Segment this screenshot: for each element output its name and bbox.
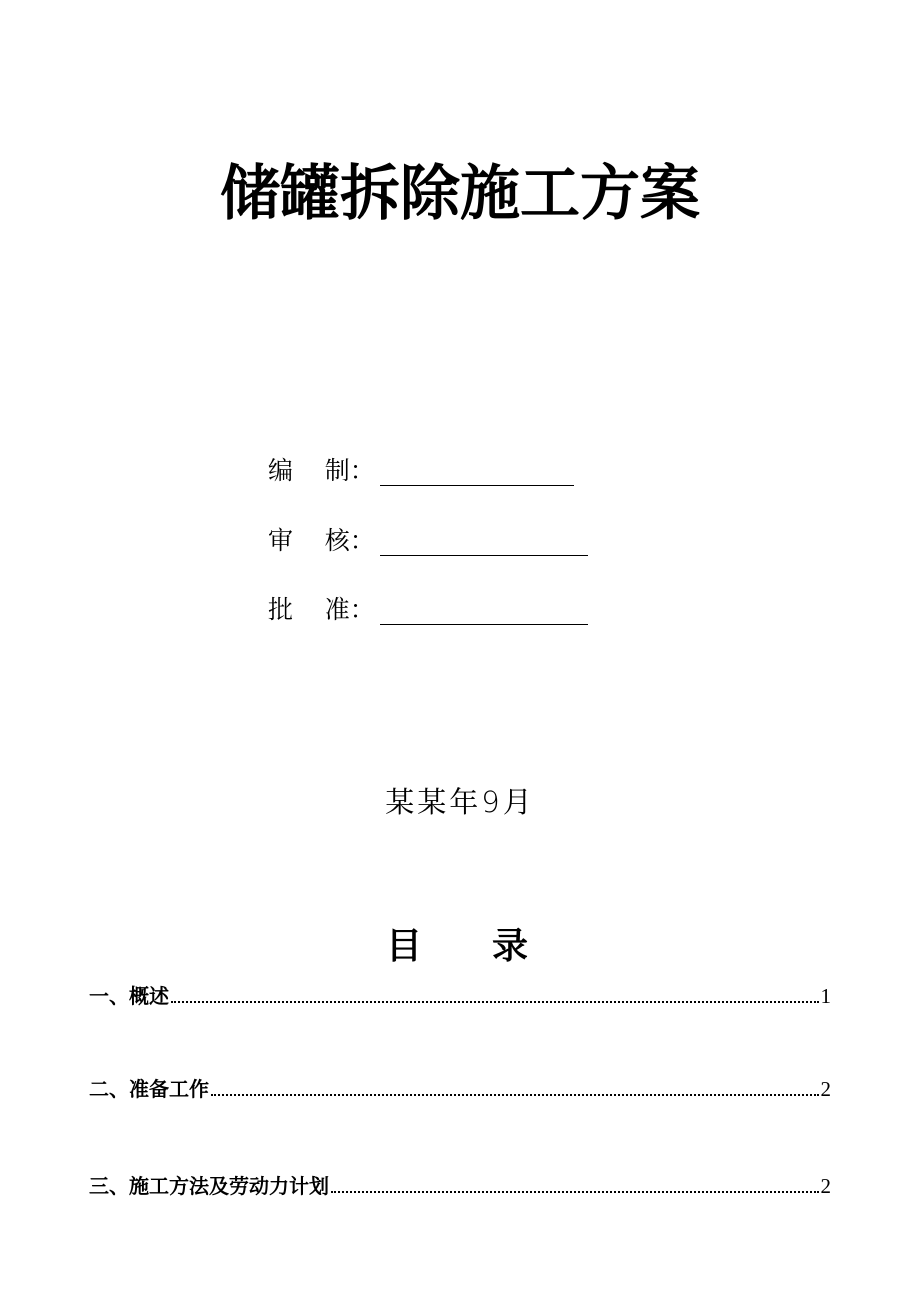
document-date: 某某年9月 bbox=[385, 785, 535, 819]
signoff-row-approver bbox=[268, 589, 588, 625]
signature-line bbox=[380, 527, 588, 556]
signoff-label: 编 制： bbox=[268, 456, 375, 485]
toc-heading bbox=[386, 918, 528, 969]
toc-leader-dots bbox=[331, 1190, 819, 1193]
toc-entry-page: 2 bbox=[820, 1174, 831, 1198]
toc-entry-label: 一、概述 bbox=[89, 984, 169, 1008]
toc-entry[interactable] bbox=[89, 978, 831, 1008]
toc-heading-char: 录 bbox=[492, 926, 529, 967]
document-title: 储罐拆除施工方案 bbox=[220, 159, 700, 229]
signoff-label: 审 核： bbox=[268, 526, 375, 555]
signature-line bbox=[380, 596, 588, 625]
toc-entry-label: 二、准备工作 bbox=[89, 1077, 209, 1101]
toc-leader-dots bbox=[211, 1093, 819, 1096]
signoff-row-compiler bbox=[268, 450, 574, 486]
signoff-label: 批 准： bbox=[268, 595, 375, 624]
toc-entry[interactable] bbox=[89, 1071, 831, 1101]
toc-entry-label: 三、施工方法及劳动力计划 bbox=[89, 1174, 329, 1198]
signoff-row-reviewer bbox=[268, 520, 588, 556]
signature-line bbox=[380, 457, 574, 486]
toc-leader-dots bbox=[171, 1000, 819, 1003]
toc-entry[interactable] bbox=[89, 1168, 831, 1198]
toc-heading-char: 目 bbox=[386, 926, 423, 967]
toc-entry-page: 2 bbox=[820, 1077, 831, 1101]
toc-entry-page: 1 bbox=[820, 984, 831, 1008]
